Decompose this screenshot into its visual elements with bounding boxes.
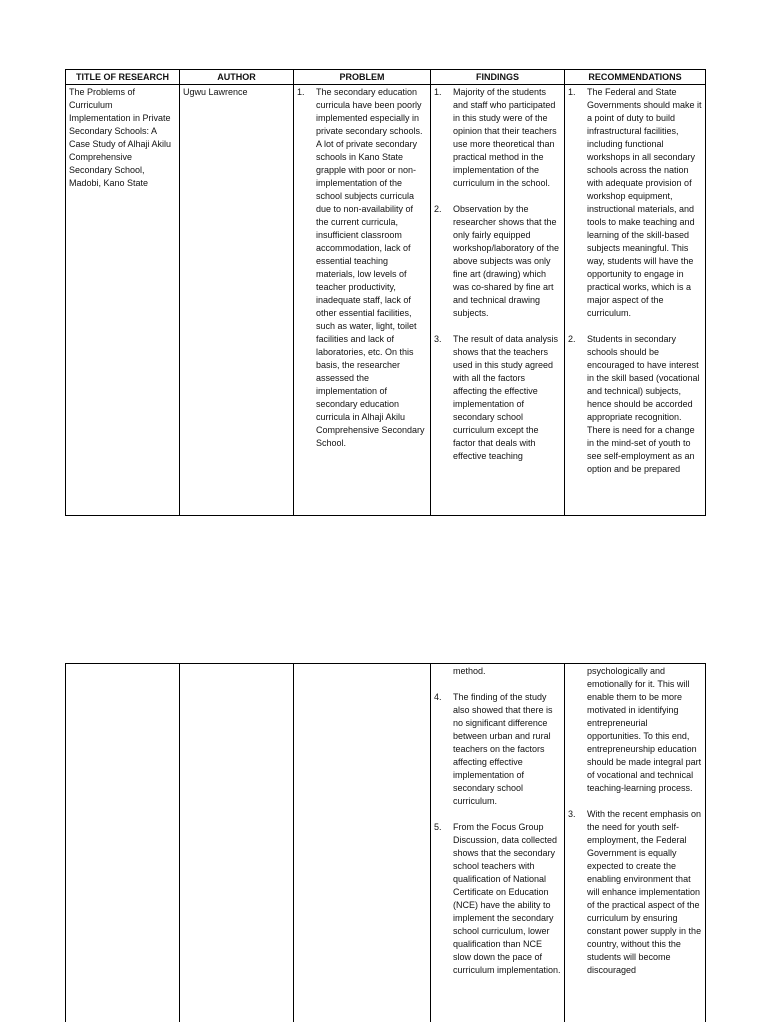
finding-text: Majority of the students and staff who participated in this study were of the opinion that their teachers use more theoretical than practical method in the implementation of the curriculum in the school. bbox=[453, 87, 557, 188]
problem-cell-empty bbox=[294, 664, 431, 1023]
finding-number: 3. bbox=[434, 334, 442, 344]
recommendation-number: 1. bbox=[568, 87, 576, 97]
header-author: AUTHOR bbox=[180, 70, 294, 85]
finding-number: 1. bbox=[434, 87, 442, 97]
findings-cell bbox=[431, 85, 565, 516]
research-title: The Problems of Curriculum Implementation in Private Secondary Schools: A Case Study of Alhaji Akilu Comprehensive Secondary School, Madobi, Kano State bbox=[69, 87, 172, 188]
finding-number: 4. bbox=[434, 692, 442, 702]
finding-text: Observation by the researcher shows that the only fairly equipped workshop/laboratory of the above subjects was only fine art (drawing) which was co-shared by fine art and technical drawing subjects. bbox=[453, 204, 560, 318]
title-cell bbox=[66, 85, 180, 516]
author-cell-empty bbox=[180, 664, 294, 1023]
header-recommendations: RECOMMENDATIONS bbox=[565, 70, 706, 85]
recommendation-text: With the recent emphasis on the need for youth self-employment, the Federal Government is equally expected to create the enabling environment that will enhance implementation of the practical aspect of the curriculum by ensuring constant power supply in the country, without this the students will become discouraged bbox=[587, 809, 702, 975]
findings-cell-continued bbox=[431, 664, 565, 1023]
recommendation-text: The Federal and State Governments should make it a point of duty to build infrastructural facilities, including functional workshops in all secondary schools across the nation with adequate provision of workshop equipment, instructional materials, and tools to make teaching and learning of the skill-based subjects meaningful. This way, students will have the opportunity to engage in practical works, which is a major aspect of the curriculum. bbox=[587, 87, 702, 318]
table-row bbox=[66, 85, 706, 516]
title-cell-empty bbox=[66, 664, 180, 1023]
problem-item bbox=[297, 86, 427, 450]
finding-item bbox=[434, 821, 561, 977]
research-table-page-2 bbox=[65, 663, 706, 1022]
recommendation-item bbox=[568, 808, 702, 977]
problem-cell bbox=[294, 85, 431, 516]
table-header-row bbox=[66, 70, 706, 85]
header-title-of-research: TITLE OF RESEARCH bbox=[66, 70, 180, 85]
author-name: Ugwu Lawrence bbox=[183, 87, 248, 97]
author-cell bbox=[180, 85, 294, 516]
finding-item bbox=[434, 86, 561, 190]
table-row-continued bbox=[66, 664, 706, 1023]
finding-text: The result of data analysis shows that the teachers used in this study agreed with all the factors affecting the effective implementation of secondary school curriculum except the factor that deals with effective teaching bbox=[453, 334, 559, 461]
recommendation-item bbox=[568, 86, 702, 320]
finding-number: 5. bbox=[434, 822, 442, 832]
finding-text: The finding of the study also showed that there is no significant difference between urban and rural teachers on the factors affecting effective implementation of secondary school curriculum. bbox=[453, 692, 553, 806]
recommendation-item bbox=[568, 333, 702, 476]
recommendations-cell-continued bbox=[565, 664, 706, 1023]
header-problem: PROBLEM bbox=[294, 70, 431, 85]
finding-item bbox=[434, 691, 561, 808]
finding-continuation: method. bbox=[453, 666, 486, 676]
finding-item bbox=[434, 333, 561, 463]
problem-item-number: 1. bbox=[297, 87, 305, 97]
finding-number: 2. bbox=[434, 204, 442, 214]
problem-item-text: The secondary education curricula have been poorly implemented especially in private secondary schools. A lot of private secondary schools in Kano State grapple with poor or non-implementation of the school subjects curricula due to non-availability of the current curricula, insufficient classroom accommodation, lack of essential teaching materials, low levels of teacher productivity, inadequate staff, lack of other essential facilities, such as water, light, toilet facilities and lack of laboratories, etc. On this basis, the researcher assessed the implementation of secondary education curricula in Alhaji Akilu Comprehensive Secondary School. bbox=[316, 87, 425, 448]
recommendation-text: Students in secondary schools should be encouraged to have interest in the skill based (vocational and technical) subjects, hence should be accorded appropriate recognition. There is need for a change in the mind-set of youth to see self-employment as an option and be prepared bbox=[587, 334, 700, 474]
recommendation-continuation: psychologically and emotionally for it. This will enable them to be more motivated in identifying entrepreneurial opportunities. To this end, entrepreneurship education should be made integral part of vocational and technical teaching-learning process. bbox=[587, 666, 702, 793]
recommendation-number: 3. bbox=[568, 809, 576, 819]
recommendations-cell bbox=[565, 85, 706, 516]
finding-text: From the Focus Group Discussion, data collected shows that the secondary school teachers with qualification of National Certificate on Education (NCE) have the ability to implement the secondary school curriculum, lower qualification than NCE slow down the pace of curriculum implementation. bbox=[453, 822, 561, 975]
recommendation-number: 2. bbox=[568, 334, 576, 344]
research-table-page-1 bbox=[65, 69, 706, 516]
finding-item bbox=[434, 203, 561, 320]
header-findings: FINDINGS bbox=[431, 70, 565, 85]
